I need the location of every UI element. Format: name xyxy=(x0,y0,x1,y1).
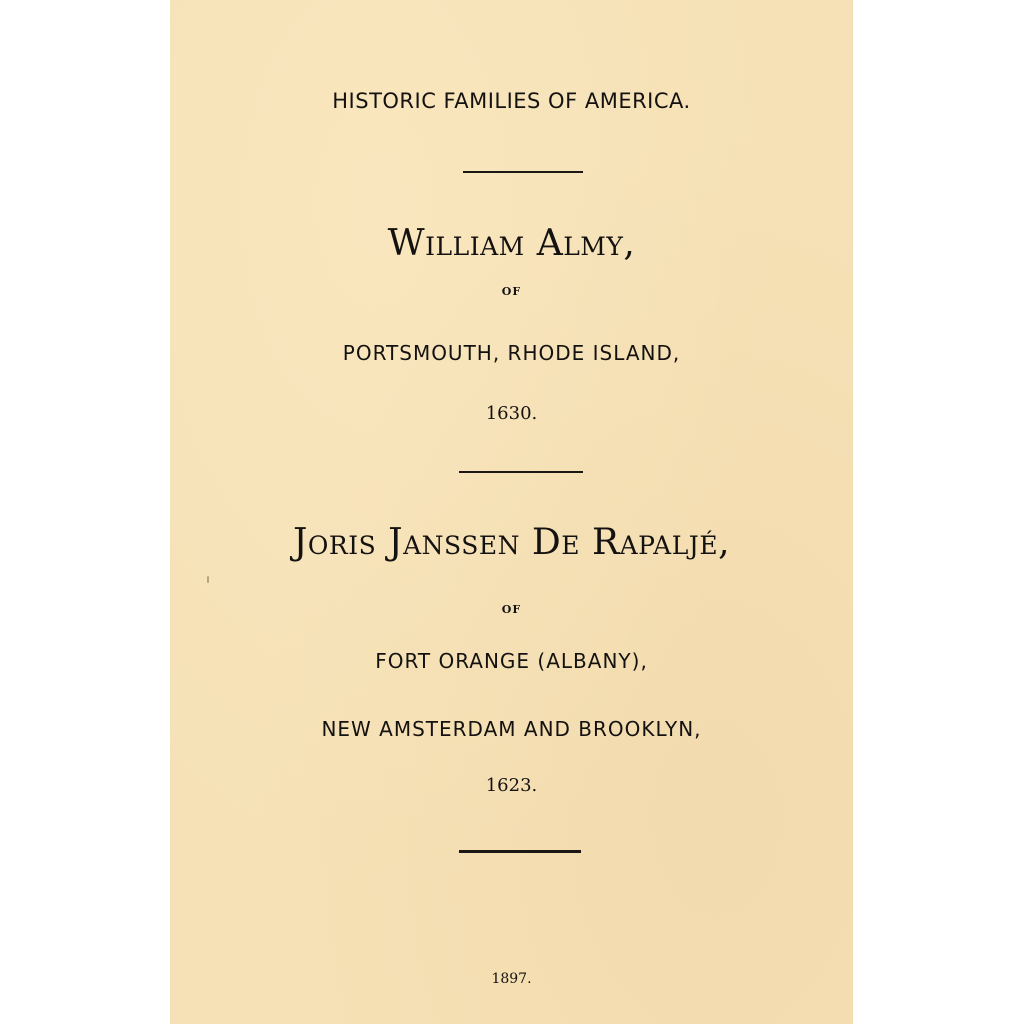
paper-speck xyxy=(207,576,209,583)
family-name-heading: Joris Janssen De Rapaljé, xyxy=(292,522,731,563)
divider-rule xyxy=(463,171,583,173)
place-text: PORTSMOUTH, RHODE ISLAND, xyxy=(342,341,681,365)
divider-rule xyxy=(459,850,581,853)
family-name-heading: William Almy, xyxy=(387,223,636,264)
place-text: FORT ORANGE (ALBANY), xyxy=(375,649,648,673)
of-label: OF xyxy=(501,603,522,616)
of-label: OF xyxy=(501,285,522,298)
year-text: 1623. xyxy=(485,775,538,796)
publication-year: 1897. xyxy=(491,971,532,987)
place-text: NEW AMSTERDAM AND BROOKLYN, xyxy=(321,717,702,741)
year-text: 1630. xyxy=(485,403,538,424)
divider-rule xyxy=(459,471,583,473)
title-page xyxy=(170,0,853,1024)
series-title: HISTORIC FAMILIES OF AMERICA. xyxy=(332,89,691,113)
